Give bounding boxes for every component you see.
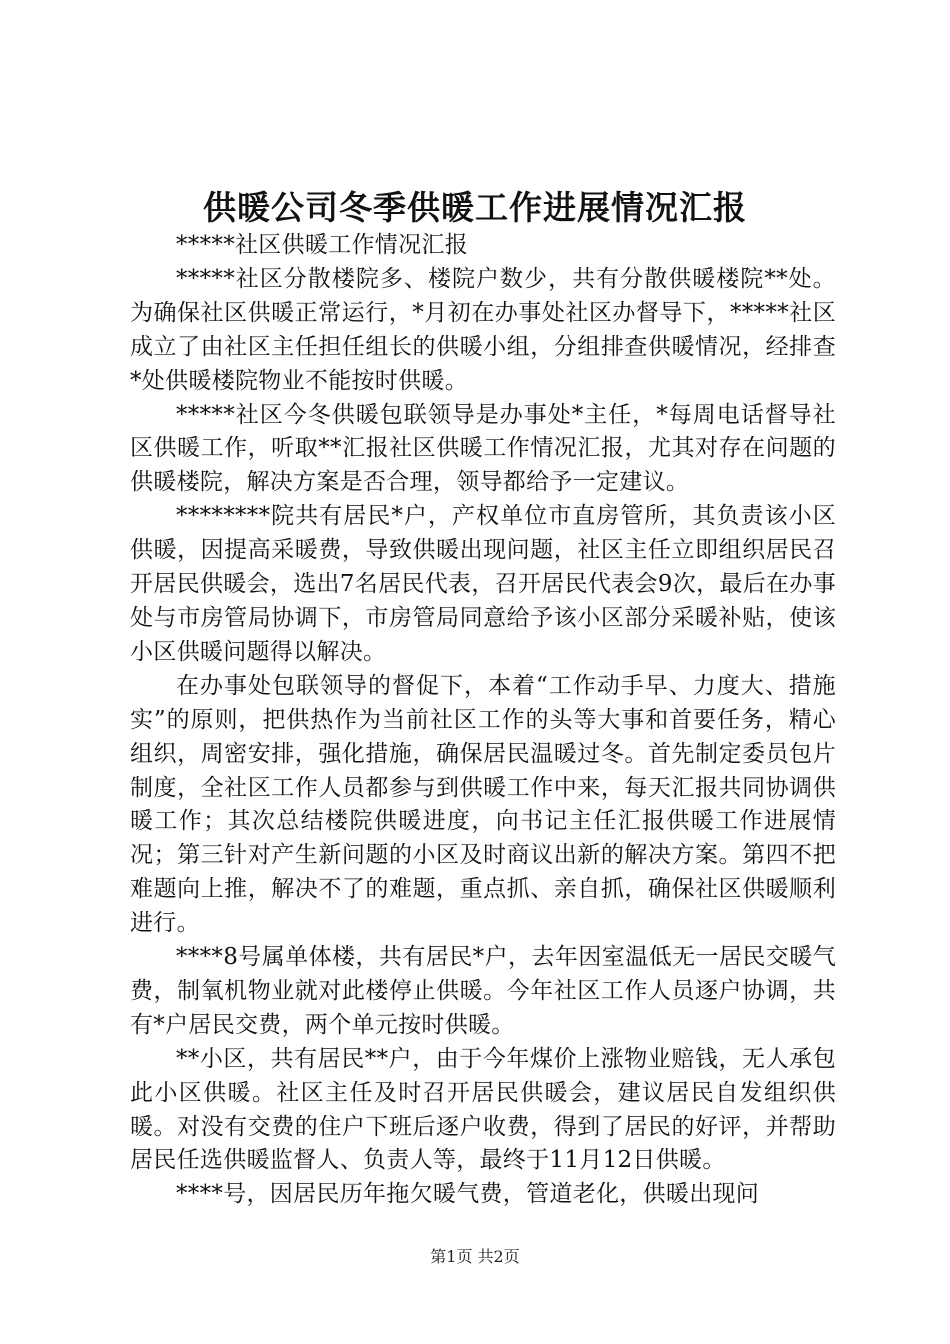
- paragraph: *****社区分散楼院多、楼院户数少，共有分散供暖楼院**处。为确保社区供暖正常运行，*月初在办事处社区办督导下，*****社区成立了由社区主任担任组长的供暖小组，分组排查供暖情况，经排查*处供暖楼院物业不能按时供暖。: [130, 265, 836, 394]
- paragraph: ****号，因居民历年拖欠暖气费，管道老化，供暖出现问: [176, 1181, 760, 1208]
- paragraph-heading: *****社区供暖工作情况汇报: [176, 232, 468, 258]
- paragraph: 在办事处包联领导的督促下，本着“工作动手早、力度大、措施实”的原则，把供热作为当前社区工作的头等大事和首要任务，精心组织，周密安排，强化措施，确保居民温暖过冬。首先制定委员包片制度，全社区工作人员都参与到供暖工作中来，每天汇报共同协调供暖工作；其次总结楼院供暖进度，向书记主任汇报供暖工作进展情况；第三针对产生新问题的小区及时商议出新的解决方案。第四不把难题向上推，解决不了的难题，重点抓、亲自抓，确保社区供暖顺利进行。: [130, 672, 836, 937]
- paragraph: ********院共有居民*户，产权单位市直房管所，其负责该小区供暖，因提高采暖费，导致供暖出现问题，社区主任立即组织居民召开居民供暖会，选出7名居民代表，召开居民代表会9次，最后在办事处与市房管局协调下，市房管局同意给予该小区部分采暖补贴，使该小区供暖问题得以解决。: [130, 503, 836, 665]
- paragraph: *****社区今冬供暖包联领导是办事处*主任，*每周电话督导社区供暖工作，听取**汇报社区供暖工作情况汇报，尤其对存在问题的供暖楼院，解决方案是否合理，领导都给予一定建议。: [130, 401, 836, 496]
- paragraph: ****8号属单体楼，共有居民*户，去年因室温低无一居民交暖气费，制氧机物业就对此楼停止供暖。今年社区工作人员逐户协调，共有*户居民交费，两个单元按时供暖。: [130, 944, 836, 1038]
- paragraph: **小区，共有居民**户，由于今年煤价上涨物业赔钱，无人承包此小区供暖。社区主任及时召开居民供暖会，建议居民自发组织供暖。对没有交费的住户下班后逐户收费，得到了居民的好评，并帮助居民任选供暖监督人、负责人等，最终于11月12日供暖。: [130, 1045, 836, 1174]
- page-number-footer: 第1页 共2页: [430, 1247, 520, 1266]
- document-body: [130, 229, 836, 1212]
- document-title: 供暖公司冬季供暖工作进展情况汇报: [203, 188, 747, 227]
